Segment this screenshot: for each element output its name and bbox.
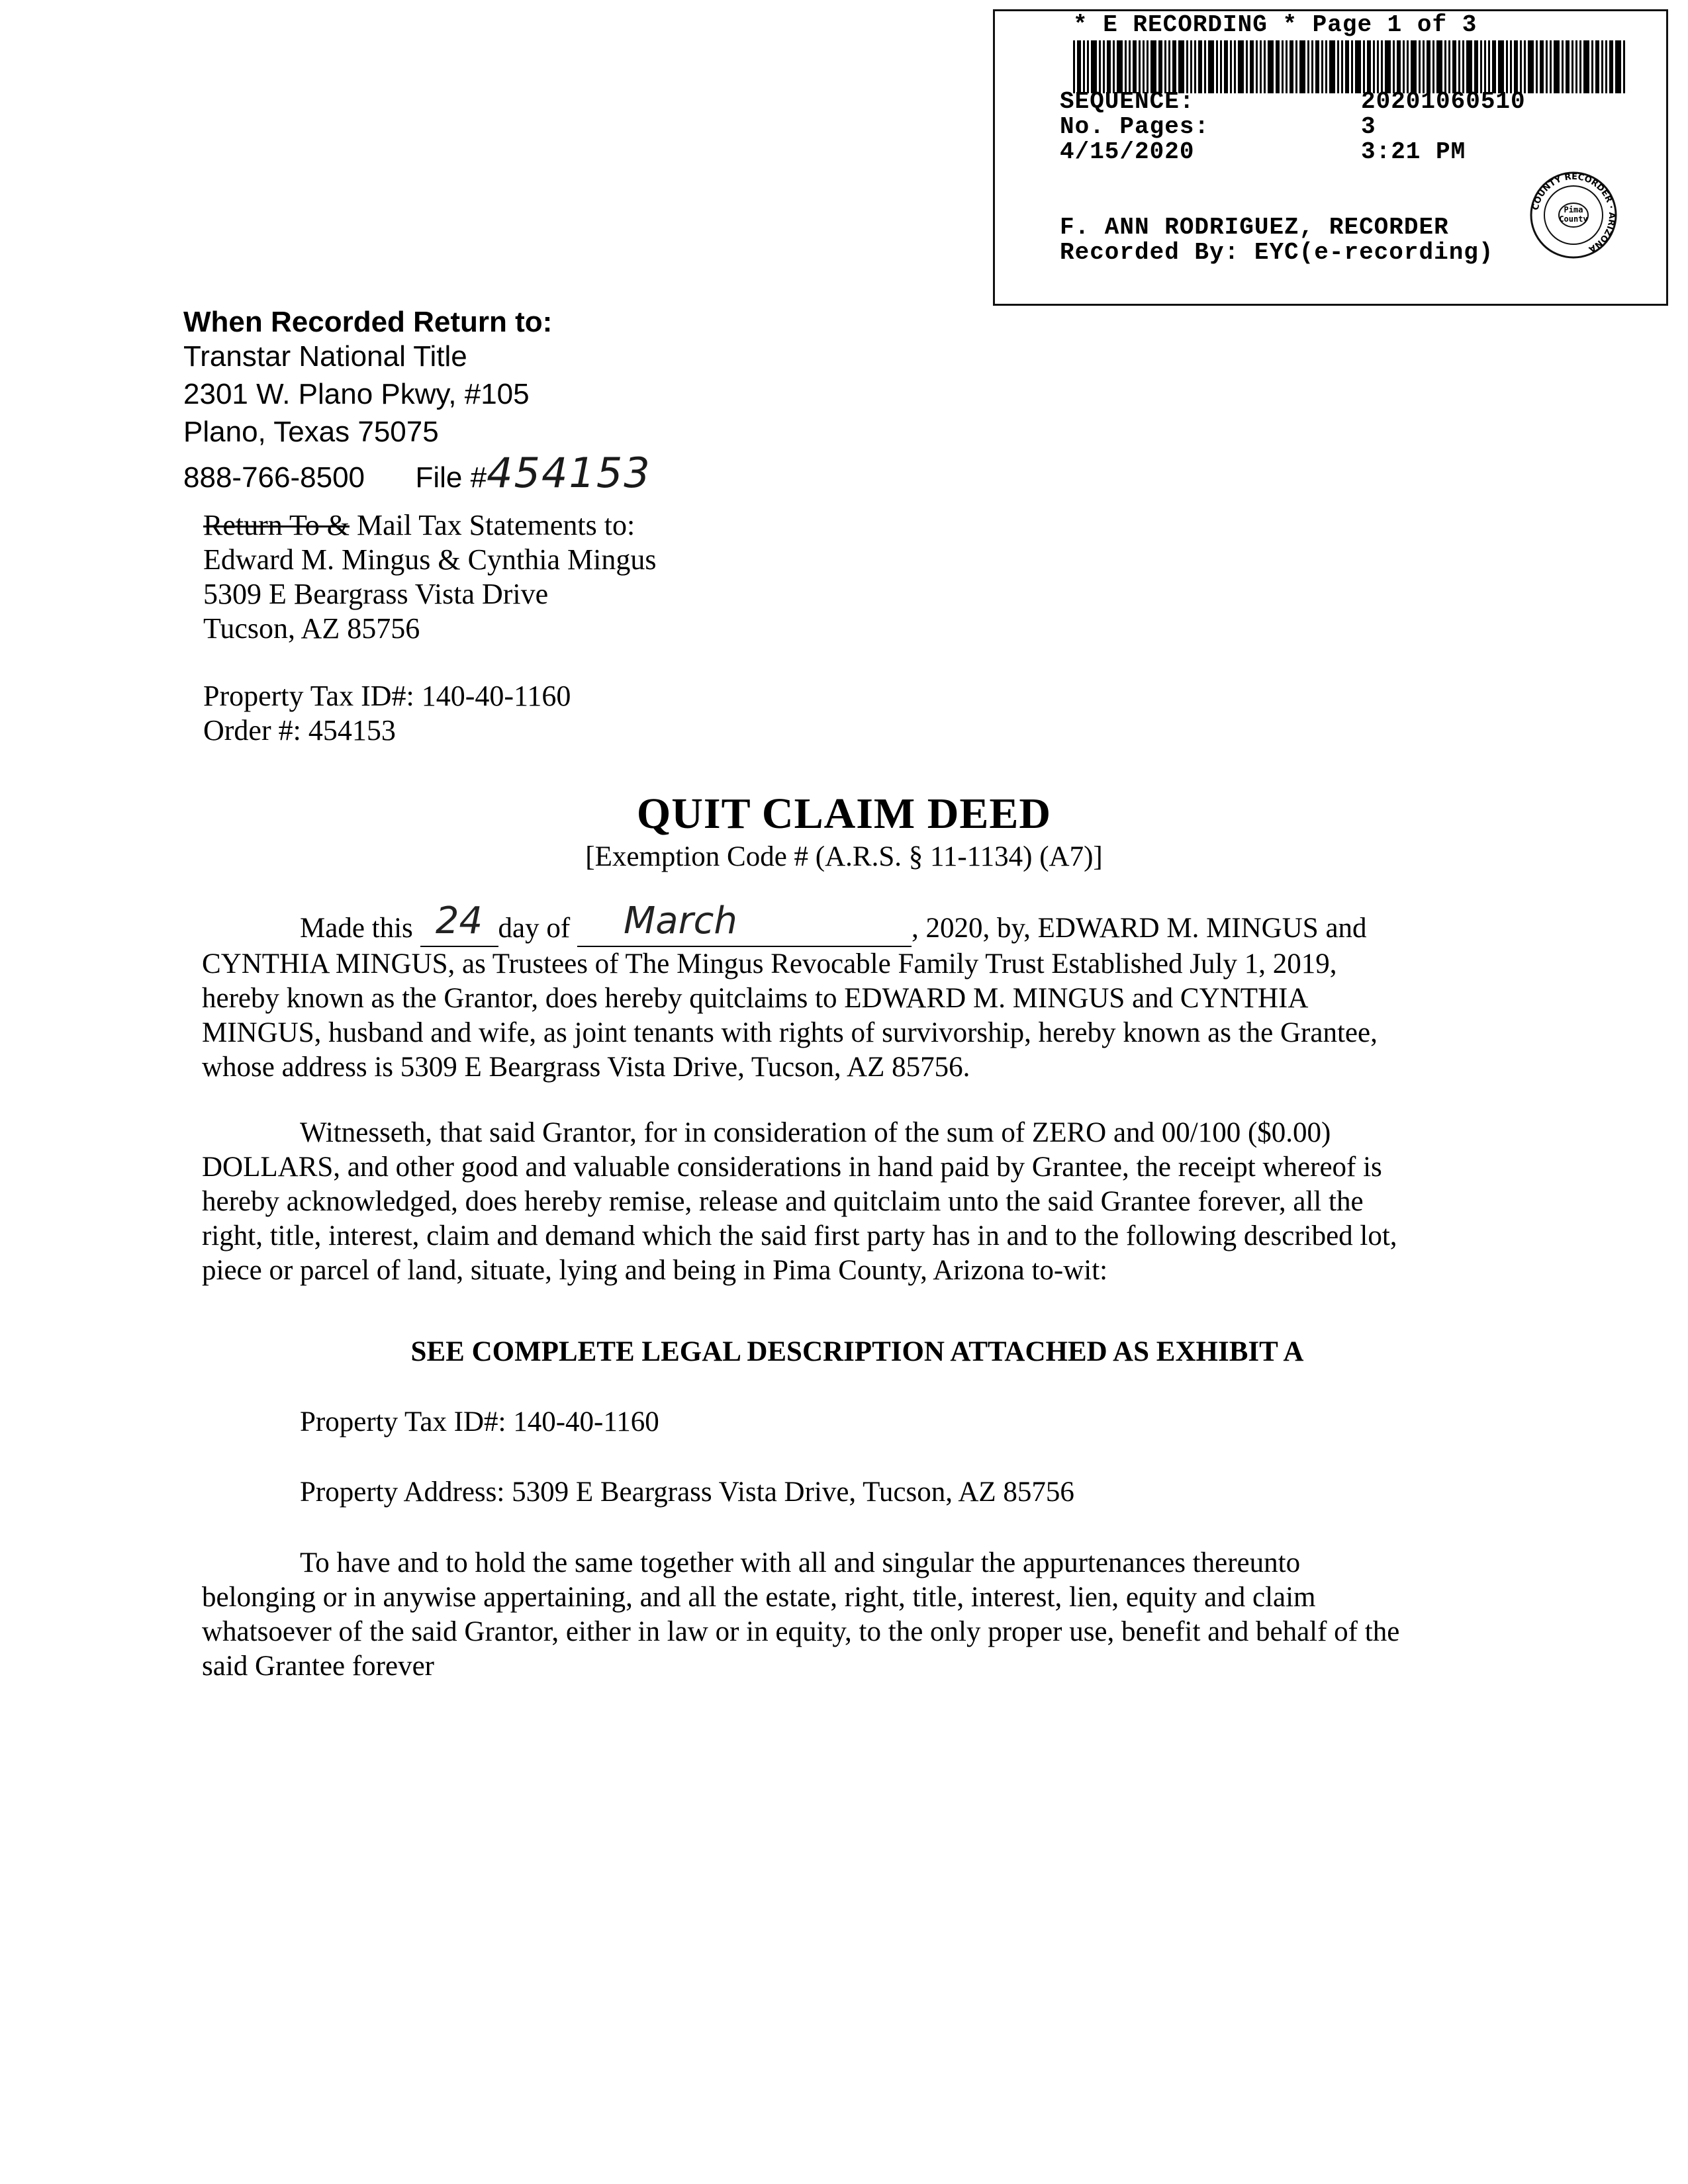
barcode-bar bbox=[1432, 40, 1434, 93]
barcode-bar bbox=[1311, 40, 1313, 93]
mail-to-line-1: Edward M. Mingus & Cynthia Mingus bbox=[203, 543, 657, 576]
barcode-bar bbox=[1220, 40, 1222, 93]
barcode-bar bbox=[1256, 40, 1258, 93]
barcode-bar bbox=[1444, 40, 1446, 93]
barcode-bar bbox=[1488, 40, 1490, 93]
barcode-bar bbox=[1492, 40, 1496, 93]
return-to-heading: When Recorded Return to: bbox=[183, 306, 553, 338]
paragraph-2-line-3: hereby acknowledged, does hereby remise, release and quitclaim unto the said Grantee forever, all the bbox=[202, 1186, 1364, 1217]
barcode-bar bbox=[1186, 40, 1188, 93]
recording-date: 4/15/2020 bbox=[1060, 138, 1195, 165]
return-to-phone-row bbox=[183, 449, 651, 497]
deed-title: QUIT CLAIM DEED bbox=[636, 790, 1052, 838]
barcode-bar bbox=[1321, 40, 1323, 93]
exemption-code: [Exemption Code # (A.R.S. § 11-1134) (A7)] bbox=[585, 841, 1103, 872]
barcode-bar bbox=[1355, 40, 1361, 93]
paragraph-1-first-line bbox=[202, 899, 1499, 947]
mail-to-line-2: 5309 E Beargrass Vista Drive bbox=[203, 578, 549, 610]
barcode-bar bbox=[1125, 40, 1127, 93]
barcode-bar bbox=[1083, 40, 1085, 93]
barcode-bar bbox=[1397, 40, 1401, 93]
barcode-bar bbox=[1510, 40, 1512, 93]
paragraph-2-line-4: right, title, interest, claim and demand which the said first party has in and to the following described lot, bbox=[202, 1220, 1397, 1251]
sequence-label: SEQUENCE: bbox=[1060, 88, 1195, 115]
barcode-bar bbox=[1208, 40, 1214, 93]
barcode-bar bbox=[1524, 40, 1526, 93]
barcode-bar bbox=[1117, 40, 1123, 93]
barcode-bar bbox=[1546, 40, 1548, 93]
barcode-bar bbox=[1077, 40, 1081, 93]
barcode-bar bbox=[1462, 40, 1464, 93]
barcode-bar bbox=[1337, 40, 1339, 93]
barcode-bar bbox=[1315, 40, 1319, 93]
paragraph-habendum bbox=[202, 1546, 1499, 1684]
barcode-bar bbox=[1168, 40, 1170, 93]
file-number-handwritten: 454153 bbox=[487, 449, 651, 497]
barcode-bar bbox=[1158, 40, 1162, 93]
barcode-bar bbox=[1341, 40, 1343, 93]
barcode-bar bbox=[1307, 40, 1309, 93]
mail-to-line-3: Tucson, AZ 85756 bbox=[203, 612, 420, 645]
barcode-bar bbox=[1377, 40, 1379, 93]
paragraph-witnesseth bbox=[202, 1116, 1499, 1288]
barcode-bar bbox=[1230, 40, 1232, 93]
barcode-bar bbox=[1381, 40, 1383, 93]
paragraph-2-line-1: Witnesseth, that said Grantor, for in consideration of the sum of ZERO and 00/100 ($0.00) bbox=[300, 1117, 1331, 1148]
barcode-bar bbox=[1260, 40, 1262, 93]
barcode-bar bbox=[1498, 40, 1504, 93]
barcode-bar bbox=[1554, 40, 1560, 93]
barcode-bar bbox=[1403, 40, 1405, 93]
mail-to-tax-id: Property Tax ID#: 140-40-1160 bbox=[203, 680, 571, 712]
barcode-bar bbox=[1139, 40, 1141, 93]
month-blank bbox=[577, 899, 912, 947]
property-address: Property Address: 5309 E Beargrass Vista Drive, Tucson, AZ 85756 bbox=[300, 1477, 1074, 1508]
barcode-bar bbox=[1448, 40, 1450, 93]
paragraph-1-rest: , 2020, by, EDWARD M. MINGUS and bbox=[911, 913, 1367, 944]
barcode-bar bbox=[1238, 40, 1244, 93]
barcode-bar bbox=[1129, 40, 1131, 93]
barcode-bar bbox=[1276, 40, 1280, 93]
barcode-bar bbox=[1466, 40, 1472, 93]
paragraph-3-line-3: whatsoever of the said Grantor, either in law or in equity, to the only proper use, benefit and behalf of the bbox=[202, 1616, 1400, 1647]
recording-time: 3:21 PM bbox=[1361, 138, 1466, 165]
barcode-bar bbox=[1295, 40, 1297, 93]
barcode-bar bbox=[1566, 40, 1570, 93]
barcode-bar bbox=[1595, 40, 1599, 93]
barcode-bar bbox=[1514, 40, 1518, 93]
barcode-bar bbox=[1345, 40, 1349, 93]
barcode-bar bbox=[1615, 40, 1621, 93]
paragraph-1-line-5: whose address is 5309 E Beargrass Vista Drive, Tucson, AZ 85756. bbox=[202, 1052, 970, 1083]
barcode-bar bbox=[1623, 40, 1625, 93]
barcode-bar bbox=[1520, 40, 1522, 93]
barcode-bar bbox=[1289, 40, 1293, 93]
barcode-bar bbox=[1540, 40, 1544, 93]
sequence-value: 20201060510 bbox=[1361, 88, 1526, 115]
barcode-bar bbox=[1204, 40, 1206, 93]
barcode-bar bbox=[1393, 40, 1395, 93]
day-handwritten: 24 bbox=[435, 899, 483, 942]
barcode-bar bbox=[1099, 40, 1101, 93]
county-seal-icon bbox=[1528, 170, 1618, 260]
barcode-bar bbox=[1419, 40, 1421, 93]
barcode-bar bbox=[1299, 40, 1305, 93]
paragraph-3-line-4: said Grantee forever bbox=[202, 1651, 434, 1682]
barcode-bar bbox=[1571, 40, 1573, 93]
paragraph-2-line-2: DOLLARS, and other good and valuable considerations in hand paid by Grantee, the receipt whereof is bbox=[202, 1152, 1382, 1183]
barcode-bar bbox=[1103, 40, 1105, 93]
barcode-bar bbox=[1250, 40, 1254, 93]
barcode-bar bbox=[1436, 40, 1442, 93]
mail-to-label: Mail Tax Statements to: bbox=[350, 509, 635, 541]
mail-to-label-row bbox=[203, 508, 635, 543]
barcode-bar bbox=[1178, 40, 1184, 93]
barcode-bar bbox=[1113, 40, 1115, 93]
recorded-by: Recorded By: EYC(e-recording) bbox=[1060, 239, 1494, 266]
barcode-bar bbox=[1484, 40, 1486, 93]
barcode-bar bbox=[1385, 40, 1391, 93]
paragraph-3-line-2: belonging or in anywise appertaining, and all the estate, right, title, interest, lien, equity and claim bbox=[202, 1582, 1316, 1613]
barcode-bar bbox=[1528, 40, 1534, 93]
barcode-bar bbox=[1458, 40, 1460, 93]
pages-value: 3 bbox=[1361, 113, 1376, 140]
barcode-bar bbox=[1474, 40, 1478, 93]
barcode-bar bbox=[1506, 40, 1508, 93]
struck-return-to: Return To & bbox=[203, 509, 350, 541]
barcode-bar bbox=[1268, 40, 1274, 93]
recording-header: * E RECORDING * Page 1 of 3 bbox=[1073, 11, 1477, 38]
barcode-bar bbox=[1411, 40, 1417, 93]
barcode-bar bbox=[1480, 40, 1482, 93]
legal-description-note: SEE COMPLETE LEGAL DESCRIPTION ATTACHED AS EXHIBIT A bbox=[410, 1336, 1304, 1367]
paragraph-2-line-5: piece or parcel of land, situate, lying and being in Pima County, Arizona to-wit: bbox=[202, 1255, 1108, 1286]
barcode-bar bbox=[1407, 40, 1409, 93]
day-of-text: day of bbox=[498, 913, 577, 944]
return-to-phone: 888-766-8500 bbox=[183, 461, 365, 494]
barcode-bar bbox=[1591, 40, 1593, 93]
barcode-bar bbox=[1583, 40, 1589, 93]
barcode-bar bbox=[1286, 40, 1288, 93]
paragraph-made-this bbox=[202, 899, 1499, 1085]
barcode-bar bbox=[1087, 40, 1089, 93]
barcode-bar bbox=[1198, 40, 1202, 93]
barcode-bar bbox=[1452, 40, 1456, 93]
barcode-bar bbox=[1216, 40, 1218, 93]
barcode-bar bbox=[1194, 40, 1196, 93]
barcode-bar bbox=[1224, 40, 1228, 93]
barcode-bar bbox=[1282, 40, 1284, 93]
barcode-bar bbox=[1246, 40, 1248, 93]
paragraph-1-line-3: hereby known as the Grantor, does hereby quitclaims to EDWARD M. MINGUS and CYNTHIA bbox=[202, 983, 1309, 1014]
barcode-bar bbox=[1601, 40, 1603, 93]
barcode-bar bbox=[1579, 40, 1581, 93]
barcode-bar bbox=[1423, 40, 1425, 93]
paragraph-1-line-4: MINGUS, husband and wife, as joint tenants with rights of survivorship, hereby known as the Grantee, bbox=[202, 1017, 1378, 1048]
barcode-bar bbox=[1147, 40, 1149, 93]
barcode-bar bbox=[1325, 40, 1327, 93]
barcode-bar bbox=[1164, 40, 1166, 93]
barcode-bar bbox=[1575, 40, 1577, 93]
barcode-bar bbox=[1190, 40, 1192, 93]
barcode-bar bbox=[1073, 40, 1075, 93]
pages-label: No. Pages: bbox=[1060, 113, 1210, 140]
barcode-bar bbox=[1091, 40, 1097, 93]
barcode-bar bbox=[1363, 40, 1365, 93]
svg-text:Pima: Pima bbox=[1564, 205, 1583, 214]
barcode-bar bbox=[1605, 40, 1607, 93]
paragraph-1-line-2: CYNTHIA MINGUS, as Trustees of The Mingus Revocable Family Trust Established July 1, 2019, bbox=[202, 948, 1337, 979]
return-to-line-1: Transtar National Title bbox=[183, 340, 467, 373]
month-handwritten: March bbox=[623, 899, 737, 942]
barcode bbox=[1073, 40, 1628, 93]
barcode-bar bbox=[1329, 40, 1335, 93]
mail-to-order: Order #: 454153 bbox=[203, 714, 396, 747]
barcode-bar bbox=[1609, 40, 1613, 93]
file-label: File # bbox=[415, 461, 487, 494]
svg-text:County: County bbox=[1559, 214, 1588, 224]
barcode-bar bbox=[1150, 40, 1156, 93]
return-to-line-3: Plano, Texas 75075 bbox=[183, 416, 439, 448]
barcode-bar bbox=[1264, 40, 1266, 93]
barcode-bar bbox=[1234, 40, 1236, 93]
svg-text:COUNTY RECORDER · ARIZONA: COUNTY RECORDER · ARIZONA bbox=[1530, 171, 1617, 255]
barcode-bar bbox=[1107, 40, 1111, 93]
barcode-bar bbox=[1427, 40, 1430, 93]
barcode-bar bbox=[1550, 40, 1552, 93]
made-this-text: Made this bbox=[300, 913, 420, 944]
barcode-bar bbox=[1367, 40, 1371, 93]
barcode-bar bbox=[1562, 40, 1564, 93]
paragraph-3-line-1: To have and to hold the same together with all and singular the appurtenances thereunto bbox=[300, 1547, 1301, 1578]
barcode-bar bbox=[1133, 40, 1137, 93]
barcode-bar bbox=[1536, 40, 1538, 93]
barcode-bar bbox=[1351, 40, 1353, 93]
day-blank bbox=[420, 899, 498, 947]
return-to-line-2: 2301 W. Plano Pkwy, #105 bbox=[183, 378, 530, 410]
barcode-bar bbox=[1143, 40, 1145, 93]
property-tax-id: Property Tax ID#: 140-40-1160 bbox=[300, 1406, 659, 1437]
barcode-bar bbox=[1373, 40, 1375, 93]
recorder-name: F. ANN RODRIGUEZ, RECORDER bbox=[1060, 214, 1449, 241]
recording-stamp bbox=[993, 9, 1668, 306]
barcode-bar bbox=[1172, 40, 1176, 93]
